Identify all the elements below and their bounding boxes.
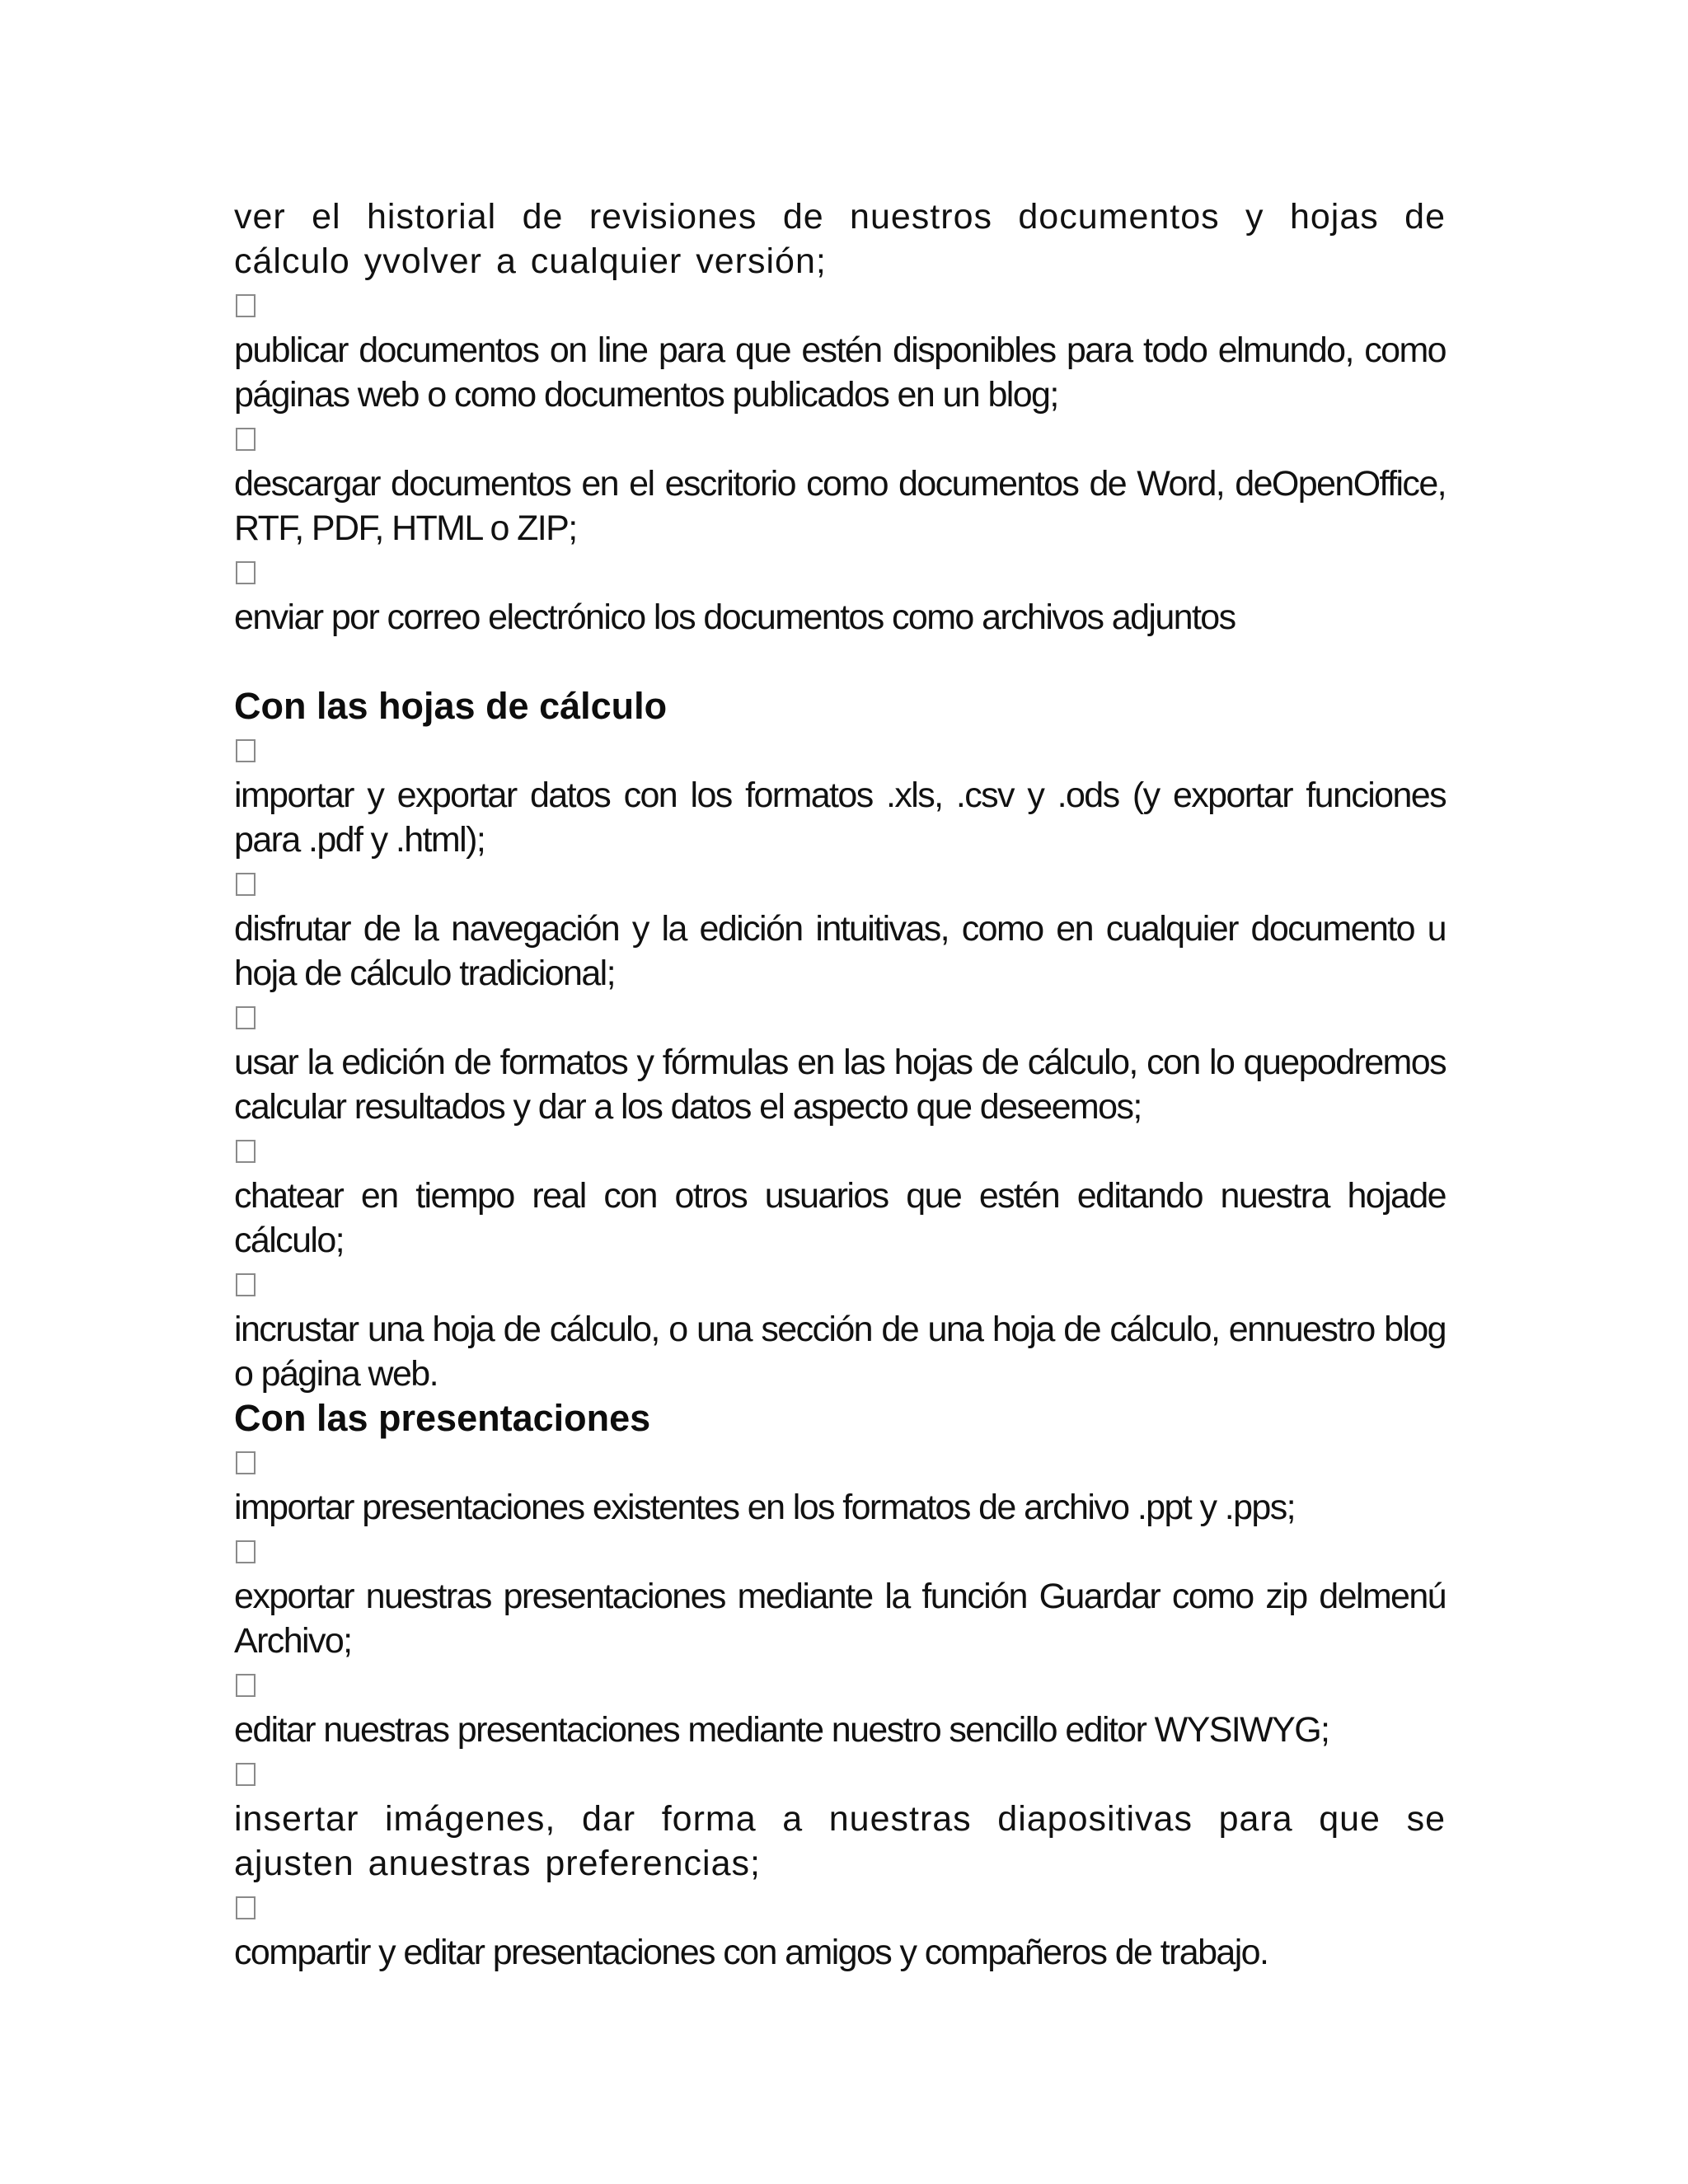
list-item: importar y exportar datos con los formatos .xls, .csv y .ods (y exportar funciones para .pdf y .html); xyxy=(234,776,1446,860)
document-page xyxy=(234,194,1446,1975)
bullet-row xyxy=(234,862,1446,907)
missing-glyph-bullet-icon xyxy=(236,294,256,317)
bullet-row xyxy=(234,284,1446,328)
missing-glyph-bullet-icon xyxy=(236,1273,256,1296)
list-item: importar presentaciones existentes en los formatos de archivo .ppt y .pps; xyxy=(234,1488,1295,1527)
missing-glyph-bullet-icon xyxy=(236,1763,256,1786)
list-item: exportar nuestras presentaciones mediante la función Guardar como zip delmenú Archivo; xyxy=(234,1577,1446,1661)
list-item: insertar imágenes, dar forma a nuestras diapositivas para que se ajusten anuestras preferencias; xyxy=(234,1799,1446,1883)
bullet-row xyxy=(234,1530,1446,1574)
list-item: usar la edición de formatos y fórmulas en las hojas de cálculo, con lo quepodremos calcular resultados y dar a los datos el aspecto que deseemos; xyxy=(234,1043,1446,1127)
list-item: ver el historial de revisiones de nuestros documentos y hojas de cálculo yvolver a cualquier versión; xyxy=(234,197,1446,281)
list-item: enviar por correo electrónico los documentos como archivos adjuntos xyxy=(234,598,1236,637)
missing-glyph-bullet-icon xyxy=(236,1006,256,1029)
section-heading-presentations: Con las presentaciones xyxy=(234,1397,651,1439)
bullet-row xyxy=(234,417,1446,462)
bullet-row xyxy=(234,996,1446,1040)
list-item: compartir y editar presentaciones con amigos y compañeros de trabajo. xyxy=(234,1933,1268,1972)
spacer xyxy=(234,640,1446,684)
missing-glyph-bullet-icon xyxy=(236,739,256,762)
bullet-row xyxy=(234,1663,1446,1708)
bullet-row xyxy=(234,1263,1446,1307)
missing-glyph-bullet-icon xyxy=(236,1451,256,1474)
bullet-row xyxy=(234,729,1446,773)
list-item: editar nuestras presentaciones mediante nuestro sencillo editor WYSIWYG; xyxy=(234,1710,1329,1750)
bullet-row xyxy=(234,1129,1446,1174)
bullet-row xyxy=(234,551,1446,595)
missing-glyph-bullet-icon xyxy=(236,1140,256,1163)
list-item: incrustar una hoja de cálculo, o una sección de una hoja de cálculo, ennuestro blog o página web. xyxy=(234,1310,1446,1394)
missing-glyph-bullet-icon xyxy=(236,1674,256,1697)
missing-glyph-bullet-icon xyxy=(236,1540,256,1563)
bullet-row xyxy=(234,1752,1446,1797)
missing-glyph-bullet-icon xyxy=(236,428,256,451)
list-item: publicar documentos on line para que estén disponibles para todo elmundo, como páginas web o como documentos publicados en un blog; xyxy=(234,330,1446,415)
missing-glyph-bullet-icon xyxy=(236,873,256,896)
list-item: descargar documentos en el escritorio como documentos de Word, deOpenOffice, RTF, PDF, HTML o ZIP; xyxy=(234,464,1446,548)
missing-glyph-bullet-icon xyxy=(236,561,256,584)
list-item: disfrutar de la navegación y la edición intuitivas, como en cualquier documento u hoja de cálculo tradicional; xyxy=(234,909,1446,993)
bullet-row xyxy=(234,1441,1446,1485)
list-item: chatear en tiempo real con otros usuarios que estén editando nuestra hojade cálculo; xyxy=(234,1176,1446,1260)
missing-glyph-bullet-icon xyxy=(236,1896,256,1919)
section-heading-spreadsheets: Con las hojas de cálculo xyxy=(234,685,668,727)
bullet-row xyxy=(234,1886,1446,1930)
